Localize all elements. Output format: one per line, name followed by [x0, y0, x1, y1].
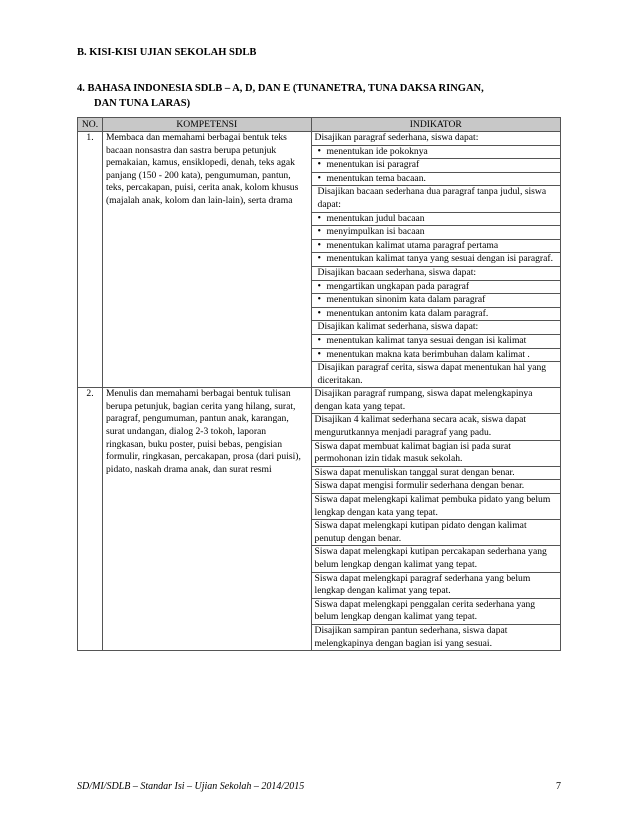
- indikator-cell: [311, 132, 560, 146]
- table-row: [78, 132, 561, 146]
- indikator-cell: [311, 598, 560, 624]
- indikator-text: Siswa dapat menuliskan tanggal surat dengan benar.: [314, 466, 515, 478]
- indikator-cell: [311, 321, 560, 335]
- kompetensi-cell: Membaca dan memahami berbagai bentuk teks bacaan nonsastra dan sastra berupa petunjuk pemakaian, kamus, ensiklopedi, denah, teks agak panjang (150 - 200 kata), pengumuman, pantun, teks, percakapan, puisi, cerita anak, kolom khusus (majalah anak, kolom dan lain-lain), serta drama: [102, 132, 311, 388]
- indikator-cell: [311, 520, 560, 546]
- indikator-cell: [311, 186, 560, 212]
- page-number: 7: [556, 781, 561, 792]
- indikator-bullet-item: • menentukan kalimat tanya sesuai dengan isi kalimat: [318, 335, 557, 348]
- indikator-text: Disajikan paragraf sederhana, siswa dapat:: [314, 132, 479, 143]
- indikator-text: Siswa dapat melengkapi kalimat pembuka pidato yang belum lengkap dengan kata yang tepat.: [314, 494, 551, 518]
- indikator-cell: [311, 145, 560, 159]
- indikator-cell: [311, 239, 560, 253]
- indikator-cell: [311, 388, 560, 414]
- subject-heading-line2: DAN TUNA LARAS): [94, 98, 191, 109]
- indikator-text: Disajikan paragraf cerita, siswa dapat menentukan hal yang diceritakan.: [317, 362, 547, 386]
- indikator-bullet-item: • menentukan makna kata berimbuhan dalam kalimat .: [318, 349, 557, 362]
- indikator-text: Siswa dapat melengkapi paragraf sederhana yang belum lengkap dengan kalimat yang tepat.: [314, 572, 531, 597]
- indikator-text: Disajikan kalimat sederhana, siswa dapat:: [317, 321, 479, 333]
- indikator-cell: [311, 466, 560, 480]
- page-footer: [77, 781, 561, 792]
- indikator-cell: [311, 307, 560, 321]
- indikator-cell: [311, 624, 560, 650]
- indikator-cell: [311, 172, 560, 186]
- indikator-bullet-item: • menentukan kalimat utama paragraf pertama: [318, 240, 557, 253]
- header-no: NO.: [78, 118, 103, 132]
- indikator-cell: [311, 494, 560, 520]
- indikator-cell: [311, 414, 560, 440]
- row-number: 1.: [78, 132, 103, 388]
- indikator-cell: [311, 440, 560, 466]
- indikator-cell: [311, 280, 560, 294]
- indikator-cell: [311, 334, 560, 348]
- table-row: [78, 388, 561, 414]
- indikator-text: Siswa dapat melengkapi kutipan pidato dengan kalimat penutup dengan benar.: [314, 520, 527, 544]
- indikator-bullet-item: • menentukan kalimat tanya yang sesuai dengan isi paragraf.: [318, 253, 557, 266]
- indikator-text: Disajikan bacaan sederhana dua paragraf tanpa judul, siswa dapat:: [317, 186, 547, 210]
- indikator-cell: [311, 294, 560, 308]
- indikator-bullet-item: • menentukan sinonim kata dalam paragraf: [318, 294, 557, 307]
- indikator-cell: [311, 362, 560, 388]
- indikator-text: Siswa dapat melengkapi penggalan cerita sederhana yang belum lengkap dengan kalimat yang tepat.: [314, 598, 536, 623]
- indikator-text: Siswa dapat melengkapi kutipan percakapan sederhana yang belum lengkap dengan kalimat yang tepat.: [314, 546, 547, 570]
- indikator-cell: [311, 159, 560, 173]
- indikator-text: Disajikan sampiran pantun sederhana, siswa dapat melengkapinya dengan bagian isi yang sesuai.: [314, 624, 508, 649]
- indikator-bullet-item: • menentukan tema bacaan.: [318, 173, 557, 186]
- indikator-cell: [311, 480, 560, 494]
- kompetensi-cell: Menulis dan memahami berbagai bentuk tulisan berupa petunjuk, bagian cerita yang hilang, surat, paragraf, pengumuman, pantun anak, karangan, surat undangan, dialog 2-3 tokoh, laporan ringkasan, buku poster, puisi bebas, pengisian formulir, ringkasan, percakapan, prosa (dari puisi), pidato, naskah drama anak, dan surat resmi: [102, 388, 311, 651]
- kisi-table: [77, 117, 561, 651]
- indikator-cell: [311, 572, 560, 598]
- header-indikator: INDIKATOR: [311, 118, 560, 132]
- indikator-bullet-item: • mengartikan ungkapan pada paragraf: [318, 281, 557, 294]
- indikator-text: Disajikan 4 kalimat sederhana secara acak, siswa dapat mengurutkannya menjadi paragraf yang padu.: [314, 414, 527, 439]
- footer-text: SD/MI/SDLB – Standar Isi – Ujian Sekolah – 2014/2015: [77, 781, 305, 792]
- indikator-text: Disajikan bacaan sederhana, siswa dapat:: [317, 266, 477, 278]
- row-number: 2.: [78, 388, 103, 651]
- indikator-cell: [311, 212, 560, 226]
- header-kompetensi: KOMPETENSI: [102, 118, 311, 132]
- indikator-bullet-item: • menentukan antonim kata dalam paragraf.: [318, 308, 557, 321]
- table-body: [78, 132, 561, 651]
- indikator-cell: [311, 253, 560, 267]
- subject-heading-line1: 4. BAHASA INDONESIA SDLB – A, D, DAN E (TUNANETRA, TUNA DAKSA RINGAN,: [77, 83, 484, 94]
- indikator-bullet-item: • menentukan ide pokoknya: [318, 146, 557, 159]
- section-heading: B. KISI-KISI UJIAN SEKOLAH SDLB: [77, 47, 257, 58]
- indikator-text: Siswa dapat mengisi formulir sederhana dengan benar.: [314, 480, 525, 492]
- indikator-cell: [311, 226, 560, 240]
- indikator-text: Disajikan paragraf rumpang, siswa dapat melengkapinya dengan kata yang tepat.: [314, 388, 533, 412]
- table-header-row: [78, 118, 561, 132]
- indikator-cell: [311, 266, 560, 280]
- indikator-bullet-item: • menyimpulkan isi bacaan: [318, 226, 557, 239]
- indikator-cell: [311, 348, 560, 362]
- indikator-bullet-item: • menentukan isi paragraf: [318, 159, 557, 172]
- indikator-text: Siswa dapat membuat kalimat bagian isi pada surat permohonan izin tidak masuk sekolah.: [314, 440, 511, 465]
- indikator-cell: [311, 546, 560, 572]
- indikator-bullet-item: • menentukan judul bacaan: [318, 213, 557, 226]
- subject-heading: [77, 81, 557, 111]
